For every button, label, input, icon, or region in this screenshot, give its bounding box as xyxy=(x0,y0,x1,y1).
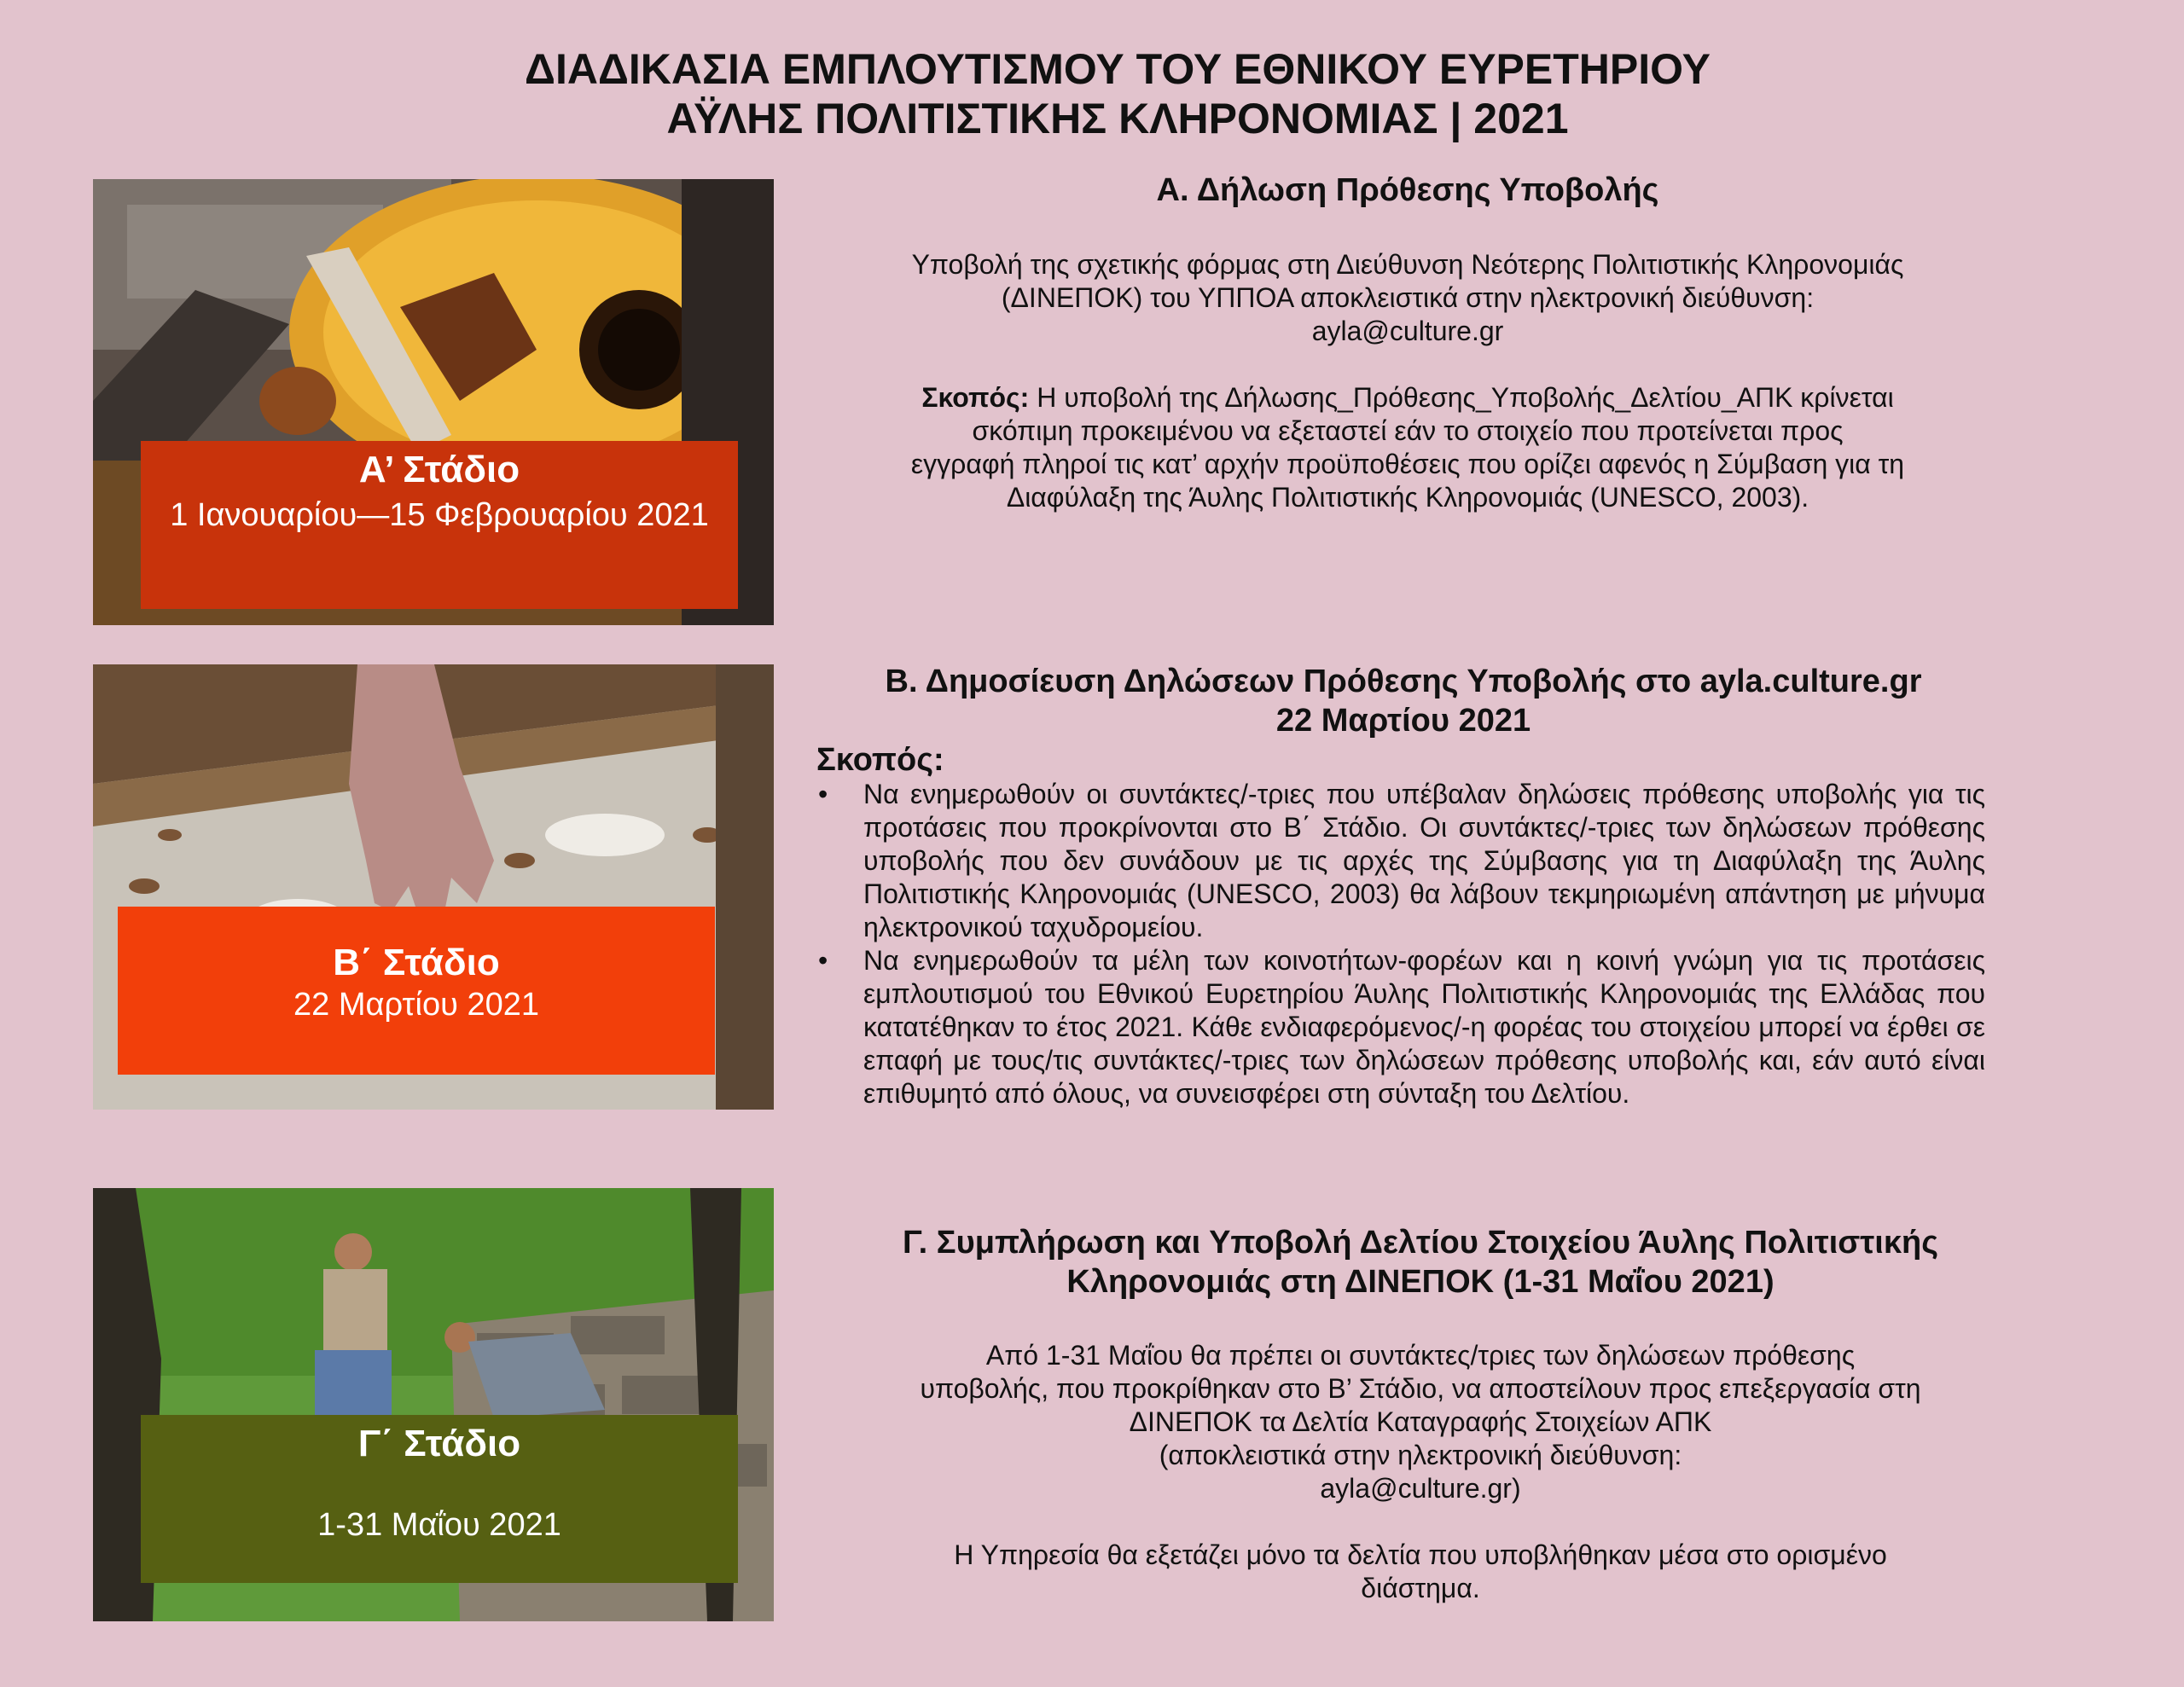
title-line-2: ΑΫΛΗΣ ΠΟΛΙΤΙΣΤΙΚΗΣ ΚΛΗΡΟΝΟΜΙΑΣ | 2021 xyxy=(666,95,1569,142)
stage-c-heading-line: Κληρονομιάς στη ΔΙΝΕΠΟΚ (1-31 Μαΐου 2021) xyxy=(1066,1264,1774,1300)
stage-a-purpose-label: Σκοπός: xyxy=(921,382,1030,413)
stage-a-text-line: Υποβολή της σχετικής φόρμας στη Διεύθυνση Νεότερης Πολιτιστικής Κληρονομιάς xyxy=(911,249,1904,280)
stage-a-purpose-line: Η υποβολή της Δήλωσης_Πρόθεσης_Υποβολής_Δελτίου_ΑΠΚ κρίνεται xyxy=(1029,382,1894,413)
stage-c-heading-line: Γ. Συμπλήρωση και Υποβολή Δελτίου Στοιχείου Άυλης Πολιτιστικής xyxy=(903,1225,1938,1261)
stage-c-name: Γ΄ Στάδιο xyxy=(357,1423,521,1464)
stage-c-note-line: διάστημα. xyxy=(1361,1573,1480,1603)
stage-c-text-line: υποβολής, που προκρίθηκαν στο Β’ Στάδιο, να αποστείλουν προς επεξεργασία στη xyxy=(920,1373,1921,1404)
stage-a-box xyxy=(141,441,738,609)
title-line-1: ΔΙΑΔΙΚΑΣΙΑ ΕΜΠΛΟΥΤΙΣΜΟΥ ΤΟΥ ΕΘΝΙΚΟΥ ΕΥΡΕΤΗΡΙΟΥ xyxy=(525,45,1711,93)
stage-c-email: ayla@culture.gr) xyxy=(1320,1473,1521,1504)
page-title xyxy=(0,44,2184,143)
stage-a-heading: Α. Δήλωση Πρόθεσης Υποβολής xyxy=(1156,172,1659,208)
stage-b-heading-line: Β. Δημοσίευση Δηλώσεων Πρόθεσης Υποβολής στο ayla.culture.gr xyxy=(885,664,1922,699)
stage-c-date: 1-31 Μαΐου 2021 xyxy=(317,1507,561,1543)
stage-c-heading xyxy=(815,1223,2026,1301)
stage-c-text xyxy=(815,1339,2026,1505)
stage-c-note xyxy=(815,1539,2026,1605)
stage-a-purpose-line: Διαφύλαξη της Άυλης Πολιτιστικής Κληρονομιάς (UNESCO, 2003). xyxy=(1006,482,1809,513)
stage-b-bullet-item: • Να ενημερωθούν οι συντάκτες/-τριες που υπέβαλαν δηλώσεις πρόθεσης υποβολής για τις προτάσεις που προκρίνονται στο Β΄ Στάδιο. Οι συντάκτες/-τριες των δηλώσεων πρόθεσης υποβολής που δεν συνάδουν με τις αρχές της Σύμβασης για τη Διαφύλαξη της Άυλης Πολιτιστικής Κληρονομιάς (UNESCO, 2003) θα λάβουν τεκμηριωμένη απάντηση με μήνυμα ηλεκτρονικού ταχυδρομείου. xyxy=(816,778,1985,944)
stage-a-purpose xyxy=(802,381,2013,514)
stage-b-bullets xyxy=(816,778,1985,1110)
stage-c-text-line: ΔΙΝΕΠΟΚ τα Δελτία Καταγραφής Στοιχείων ΑΠΚ xyxy=(1129,1406,1712,1437)
stage-b-box xyxy=(118,907,715,1075)
stage-a-text-line: (ΔΙΝΕΠΟΚ) του ΥΠΠΟΑ αποκλειστικά στην ηλεκτρονική διεύθυνση: xyxy=(1001,282,1815,313)
stage-a-text xyxy=(802,248,2013,348)
stage-b-purpose-label: Σκοπός: xyxy=(816,742,944,778)
stage-a-purpose-line: σκόπιμη προκειμένου να εξεταστεί εάν το στοιχείο που προτείνεται προς xyxy=(972,415,1844,446)
stage-c-box xyxy=(141,1415,738,1583)
stage-c-note-line: Η Υπηρεσία θα εξετάζει μόνο τα δελτία που υποβλήθηκαν μέσα στο ορισμένο xyxy=(954,1539,1887,1570)
stage-a-purpose-line: εγγραφή πληροί τις κατ’ αρχήν προϋποθέσεις που ορίζει αφενός η Σύμβαση για τη xyxy=(910,449,1905,479)
stage-c-text-line: Από 1-31 Μαΐου θα πρέπει οι συντάκτες/τριες των δηλώσεων πρόθεσης xyxy=(985,1340,1856,1371)
stage-b-date: 22 Μαρτίου 2021 xyxy=(293,987,539,1023)
stage-b-name: Β΄ Στάδιο xyxy=(333,942,500,983)
stage-b-heading-date: 22 Μαρτίου 2021 xyxy=(1275,703,1531,739)
stage-a-date: 1 Ιανουαρίου—15 Φεβρουαρίου 2021 xyxy=(170,497,709,533)
stage-b-heading xyxy=(798,662,2009,740)
stage-b-bullet-item: • Να ενημερωθούν τα μέλη των κοινοτήτων-φορέων και η κοινή γνώμη για τις προτάσεις εμπλουτισμού του Εθνικού Ευρετηρίου Άυλης Πολιτιστικής Κληρονομιάς της Ελλάδας που κατατέθηκαν το έτος 2021. Κάθε ενδιαφερόμενος/-η φορέας του στοιχείου μπορεί να έρθει σε επαφή με τους/τις συντάκτες/-τριες των δηλώσεων πρόθεσης υποβολής και, εάν αυτό είναι επιθυμητό από όλους, να συνεισφέρει στη σύνταξη του Δελτίου. xyxy=(816,944,1985,1110)
stage-a-name: Α’ Στάδιο xyxy=(358,449,520,490)
stage-a-email: ayla@culture.gr xyxy=(1311,316,1504,346)
stage-c-text-line: (αποκλειστικά στην ηλεκτρονική διεύθυνση: xyxy=(1159,1440,1682,1470)
